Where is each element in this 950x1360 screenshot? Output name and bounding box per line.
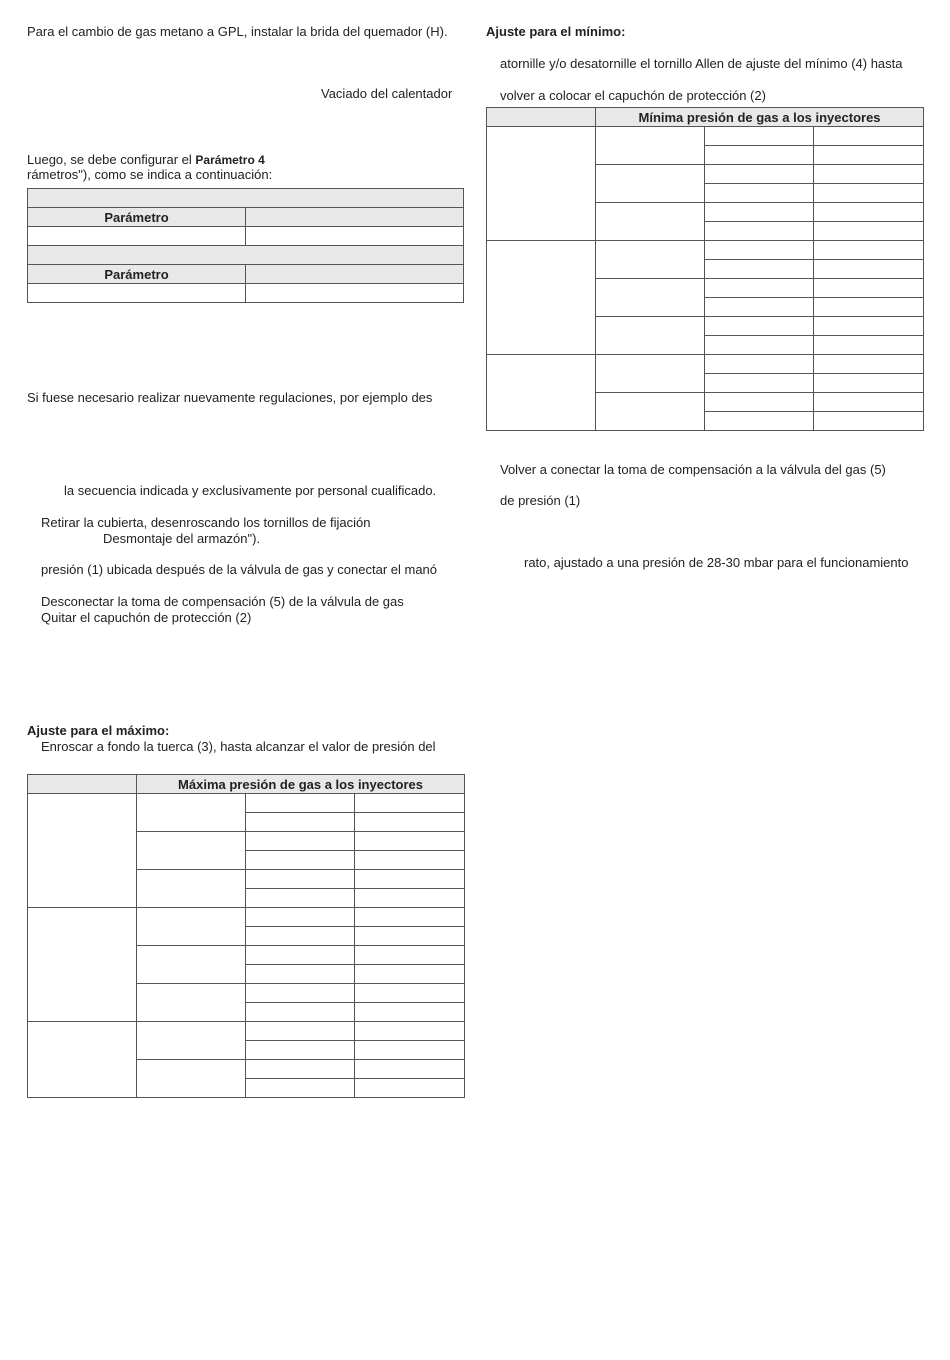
max-pressure-table bbox=[27, 774, 465, 1098]
pressure-point-text: de presión (1) bbox=[500, 493, 581, 508]
parameter-config-line-2: rámetros"), como se indica a continuación: bbox=[27, 167, 273, 182]
parameter-config-line: Luego, se debe configurar el Parámetro 4 bbox=[27, 152, 265, 167]
intro-paragraph: Para el cambio de gas metano a GPL, instalar la brida del quemador (H). bbox=[27, 24, 448, 39]
parameter-header: Parámetro bbox=[28, 265, 246, 284]
min-adjust-text-2: volver a colocar el capuchón de protección (2) bbox=[500, 88, 766, 103]
step-pressure-gauge: presión (1) ubicada después de la válvula de gas y conectar el manó bbox=[41, 562, 438, 577]
min-pressure-table bbox=[486, 107, 924, 431]
pressure-setting-text: rato, ajustado a una presión de 28-30 mbar para el funcionamiento bbox=[524, 555, 909, 570]
parameter-table bbox=[27, 188, 464, 303]
min-adjust-text-1: atornille y/o desatornille el tornillo Allen de ajuste del mínimo (4) hasta bbox=[500, 56, 903, 71]
parameter-header: Parámetro bbox=[28, 208, 246, 227]
reconnect-compensation-text: Volver a conectar la toma de compensación a la válvula del gas (5) bbox=[500, 462, 886, 477]
max-adjust-title: Ajuste para el máximo: bbox=[27, 723, 170, 738]
step-remove-cover-2: Desmontaje del armazón"). bbox=[103, 531, 261, 546]
step-remove-cap: Quitar el capuchón de protección (2) bbox=[41, 610, 252, 625]
min-adjust-title: Ajuste para el mínimo: bbox=[486, 24, 626, 39]
min-table-header: Mínima presión de gas a los inyectores bbox=[596, 108, 924, 127]
qualified-personnel-text: la secuencia indicada y exclusivamente por personal cualificado. bbox=[64, 483, 437, 498]
max-table-header: Máxima presión de gas a los inyectores bbox=[137, 775, 465, 794]
heater-draining-text: Vaciado del calentador bbox=[321, 86, 453, 101]
step-disconnect-compensation: Desconectar la toma de compensación (5) de la válvula de gas bbox=[41, 594, 404, 609]
regulation-paragraph: Si fuese necesario realizar nuevamente regulaciones, por ejemplo des bbox=[27, 390, 433, 405]
step-remove-cover: Retirar la cubierta, desenroscando los tornillos de fijación bbox=[41, 515, 371, 530]
max-adjust-text: Enroscar a fondo la tuerca (3), hasta alcanzar el valor de presión del bbox=[41, 739, 436, 754]
